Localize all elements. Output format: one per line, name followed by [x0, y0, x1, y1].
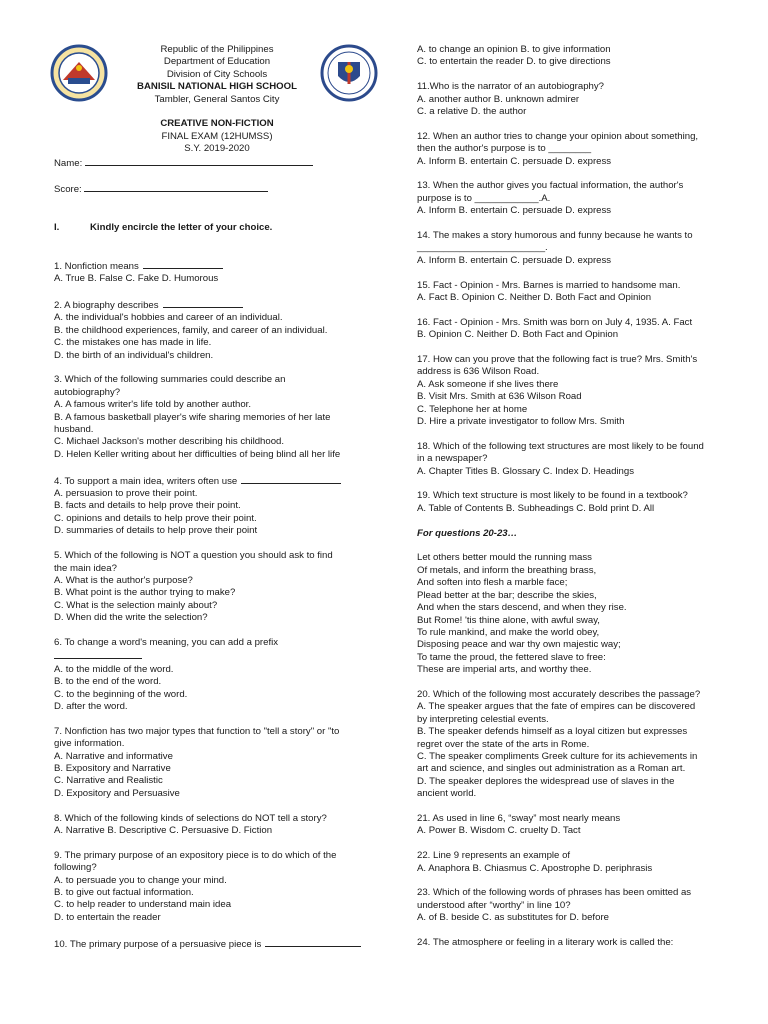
question-text: 8. Which of the following kinds of selections do NOT tell a story? [54, 812, 327, 824]
question-stem: 4. To support a main idea, writers often use [54, 475, 238, 487]
left-column [54, 44, 372, 951]
choice-line: A. Inform B. entertain C. persuade D. express [417, 205, 612, 217]
right-question-list [417, 81, 737, 515]
question-text: 22. Line 9 represents an example of [417, 850, 571, 862]
subject-title: CREATIVE NON-FICTION [160, 118, 274, 130]
choice-line: D. the birth of an individual's children. [54, 349, 214, 361]
name-field[interactable] [54, 156, 372, 170]
choice-line: B. to the end of the word. [54, 676, 162, 688]
choice-line: A. Inform B. entertain C. persuade D. express [417, 254, 612, 266]
choice-line: ancient world. [417, 788, 477, 800]
question-item [417, 441, 737, 478]
school-year: S.Y. 2019-2020 [184, 143, 250, 155]
question-text: 6. To change a word's meaning, you can add a prefix [54, 636, 279, 648]
choice-line: A. True B. False C. Fake D. Humorous [54, 273, 219, 285]
left-question-list [54, 259, 372, 951]
choice-line: C. What is the selection mainly about? [54, 599, 218, 611]
question-item [417, 131, 737, 168]
question-text: 21. As used in line 6, “sway” most nearly means [417, 812, 621, 824]
question-text: 3. Which of the following summaries could describe an [54, 374, 286, 386]
choice-line: art and science, and singles out administration as a Roman art. [417, 763, 686, 775]
question-item [417, 937, 737, 949]
question-text: 11.Who is the narrator of an autobiography? [417, 81, 605, 93]
question-item [417, 317, 737, 342]
exam-title: FINAL EXAM (12HUMSS) [161, 130, 273, 142]
choice-line: C. to help reader to understand main idea [54, 899, 232, 911]
choice-line: C. a relative D. the author [417, 106, 527, 118]
question-text: 24. The atmosphere or feeling in a literary work is called the: [417, 937, 674, 948]
question-text: 23. Which of the following words of phrases has been omitted as [417, 887, 692, 899]
score-label: Score: [54, 184, 82, 196]
choice-line: B. to give out factual information. [54, 887, 194, 898]
question-item [417, 280, 737, 305]
answer-blank[interactable] [241, 474, 341, 484]
question-text: purpose is to ____________.A. [417, 192, 551, 204]
choice-line: D. When did the write the selection? [54, 612, 208, 624]
score-field[interactable] [54, 182, 372, 196]
question-text: 12. When an author tries to change your opinion about something, [417, 130, 699, 142]
question-item [417, 850, 737, 875]
poem-line: But Rome! 'tis thine alone, with awful sway, [417, 614, 600, 626]
question-text [54, 259, 372, 273]
question-text: address is 636 Wilson Road. [417, 366, 540, 378]
q10-choices [417, 44, 737, 69]
choice-line: D. summaries of details to help prove their point [54, 525, 258, 537]
question-item [54, 298, 372, 362]
choice-line: D. Helen Keller writing about her difficulties of being blind all her life [54, 448, 341, 460]
question-stem: 1. Nonfiction means [54, 260, 139, 272]
question-item [54, 550, 372, 624]
header-department: Department of Education [163, 56, 271, 68]
question-text: 18. Which of the following text structures are most likely to be found [417, 440, 704, 452]
choice-line: A. A famous writer's life told by another author. [54, 399, 252, 411]
choice-line: A. Power B. Wisdom C. cruelty D. Tact [417, 825, 581, 837]
choice-line: A. another author B. unknown admirer [417, 93, 580, 105]
choice-line: C. The speaker compliments Greek culture for its achievements in [417, 750, 698, 762]
question-item [54, 850, 372, 924]
score-blank [84, 182, 268, 192]
question-item [417, 180, 737, 217]
header-division: Division of City Schools [166, 68, 268, 80]
question-text: 16. Fact - Opinion - Mrs. Smith was born on July 4, 1935. A. Fact [417, 316, 693, 328]
choice-line: B. Visit Mrs. Smith at 636 Wilson Road [417, 391, 582, 403]
question-item [54, 637, 372, 713]
choice-line: A. to persuade you to change your mind. [54, 874, 227, 886]
poem-line: Plead better at the bar; describe the skies, [417, 589, 597, 601]
choice-line: B. Opinion C. Neither D. Both Fact and Opinion [417, 329, 619, 341]
choice-line: D. Expository and Persuasive [54, 787, 180, 799]
choice-line: D. after the word. [54, 700, 128, 712]
poem-passage [417, 552, 737, 676]
choice-line: A. The speaker argues that the fate of empires can be discovered [417, 701, 696, 713]
poem-line: To tame the proud, the fettered slave to free: [417, 651, 606, 663]
section-instruction: Kindly encircle the letter of your choice. [90, 221, 273, 233]
question-text: 13. When the author gives you factual information, the author's [417, 180, 684, 192]
choice-line: A. Table of Contents B. Subheadings C. Bold print D. All [417, 502, 655, 514]
question-item [417, 689, 737, 801]
choice-line: C. Michael Jackson's mother describing his childhood. [54, 436, 285, 448]
question-stem: 10. The primary purpose of a persuasive piece is [54, 938, 262, 950]
choice-line: C. to the beginning of the word. [54, 688, 188, 700]
answer-blank[interactable] [163, 298, 243, 308]
question-item [54, 474, 372, 538]
choice-line: D. to entertain the reader [54, 911, 161, 923]
question-text [54, 298, 372, 312]
question-text: 7. Nonfiction has two major types that function to "tell a story" or "to [54, 725, 340, 737]
choice-line: A. Inform B. entertain C. persuade D. express [417, 155, 612, 167]
question-item [417, 354, 737, 428]
question-text [54, 937, 372, 951]
choice-line: B. the childhood experiences, family, and career of an individual. [54, 324, 328, 336]
choice-line: regret over the state of the arts in Rome. [417, 738, 590, 750]
question-item [417, 490, 737, 515]
choice-line: A. Narrative and informative [54, 750, 173, 762]
choice-line: C. the mistakes one has made in life. [54, 337, 212, 349]
question-item [417, 887, 737, 924]
question-text: understood after “worthy” in line 10? [417, 899, 571, 911]
question-text: 14. The makes a story humorous and funny because he wants to [417, 230, 693, 242]
question-text: 5. Which of the following is NOT a question you should ask to find [54, 550, 333, 562]
choice-line: D. Hire a private investigator to follow Mrs. Smith [417, 416, 625, 428]
choice-line: B. facts and details to help prove their point. [54, 500, 241, 512]
choice-line: B. What point is the author trying to make? [54, 587, 236, 599]
answer-blank-line [54, 649, 372, 663]
question-text: autobiography? [54, 386, 121, 398]
question-text: 20. Which of the following most accurately describes the passage? [417, 688, 701, 700]
passage-heading: For questions 20-23… [417, 527, 518, 539]
question-text: 17. How can you prove that the following fact is true? Mrs. Smith's [417, 354, 698, 366]
choice-line: A. What is the author's purpose? [54, 574, 193, 586]
question-item [417, 230, 737, 267]
question-text: 19. Which text structure is most likely to be found in a textbook? [417, 490, 688, 502]
choice-line: C. to entertain the reader D. to give directions [417, 56, 611, 68]
header-republic: Republic of the Philippines [160, 44, 274, 55]
right-column [417, 44, 737, 949]
poem-line: And soften into flesh a marble face; [417, 577, 568, 589]
choice-line: C. Narrative and Realistic [54, 775, 163, 787]
answer-blank[interactable] [54, 649, 142, 659]
choice-line: husband. [54, 424, 94, 436]
question-text: 15. Fact - Opinion - Mrs. Barnes is married to handsome man. [417, 279, 681, 291]
choice-line: A. Ask someone if she lives there [417, 378, 559, 390]
question-text: in a newspaper? [417, 453, 488, 465]
section-number: I. [54, 221, 60, 233]
name-blank [85, 156, 313, 166]
question-text: 9. The primary purpose of an expository piece is to do which of the [54, 849, 337, 861]
choice-line: A. to the middle of the word. [54, 663, 174, 675]
choice-line: C. Telephone her at home [417, 403, 528, 415]
question-text: ________________________. [417, 242, 548, 254]
question-text: then the author's purpose is to ________ [417, 143, 592, 155]
right-question-list-2 [417, 689, 737, 949]
choice-line: A. persuasion to prove their point. [54, 488, 198, 500]
question-item [417, 81, 737, 118]
choice-line: A. the individual's hobbies and career of an individual. [54, 312, 283, 324]
question-item [54, 374, 372, 461]
question-text: the main idea? [54, 562, 117, 574]
question-item [54, 726, 372, 800]
question-text [54, 474, 372, 488]
poem-line: Disposing peace and war thy own majestic way; [417, 639, 621, 651]
question-item [54, 937, 372, 951]
question-item [54, 813, 372, 838]
question-text: following? [54, 862, 97, 874]
answer-blank[interactable] [143, 259, 223, 269]
poem-line: These are imperial arts, and worthy thee. [417, 664, 592, 676]
choice-line: B. A famous basketball player's wife sharing memories of her late [54, 411, 331, 423]
question-text: give information. [54, 738, 125, 750]
poem-line: Of metals, and inform the breathing brass, [417, 564, 597, 576]
answer-blank[interactable] [265, 937, 361, 947]
choice-line: C. opinions and details to help prove their point. [54, 512, 257, 524]
school-name: BANISIL NATIONAL HIGH SCHOOL [137, 81, 297, 93]
choice-line: D. The speaker deplores the widespread use of slaves in the [417, 775, 675, 787]
school-address: Tambler, General Santos City [154, 93, 280, 105]
choice-line: B. Expository and Narrative [54, 762, 171, 774]
name-label: Name: [54, 157, 83, 169]
poem-line: Let others better mould the running mass [417, 552, 592, 564]
choice-line: B. The speaker defends himself as a loyal citizen but expresses [417, 726, 688, 738]
poem-line: And when the stars descend, and when they rise. [417, 602, 627, 614]
choice-line: A. Narrative B. Descriptive C. Persuasive D. Fiction [54, 824, 273, 836]
choice-line: A. Anaphora B. Chiasmus C. Apostrophe D. periphrasis [417, 862, 653, 874]
choice-line: A. Fact B. Opinion C. Neither D. Both Fact and Opinion [417, 292, 652, 304]
choice-line: A. Chapter Titles B. Glossary C. Index D. Headings [417, 465, 635, 477]
poem-line: To rule mankind, and make the world obey, [417, 626, 600, 638]
question-item [54, 259, 372, 286]
choice-line: A. to change an opinion B. to give information [417, 44, 611, 55]
question-item [417, 813, 737, 838]
choice-line: by interpreting celestial events. [417, 713, 549, 725]
question-stem: 2. A biography describes [54, 300, 159, 312]
section-heading [54, 222, 372, 234]
choice-line: A. of B. beside C. as substitutes for D. before [417, 912, 609, 924]
